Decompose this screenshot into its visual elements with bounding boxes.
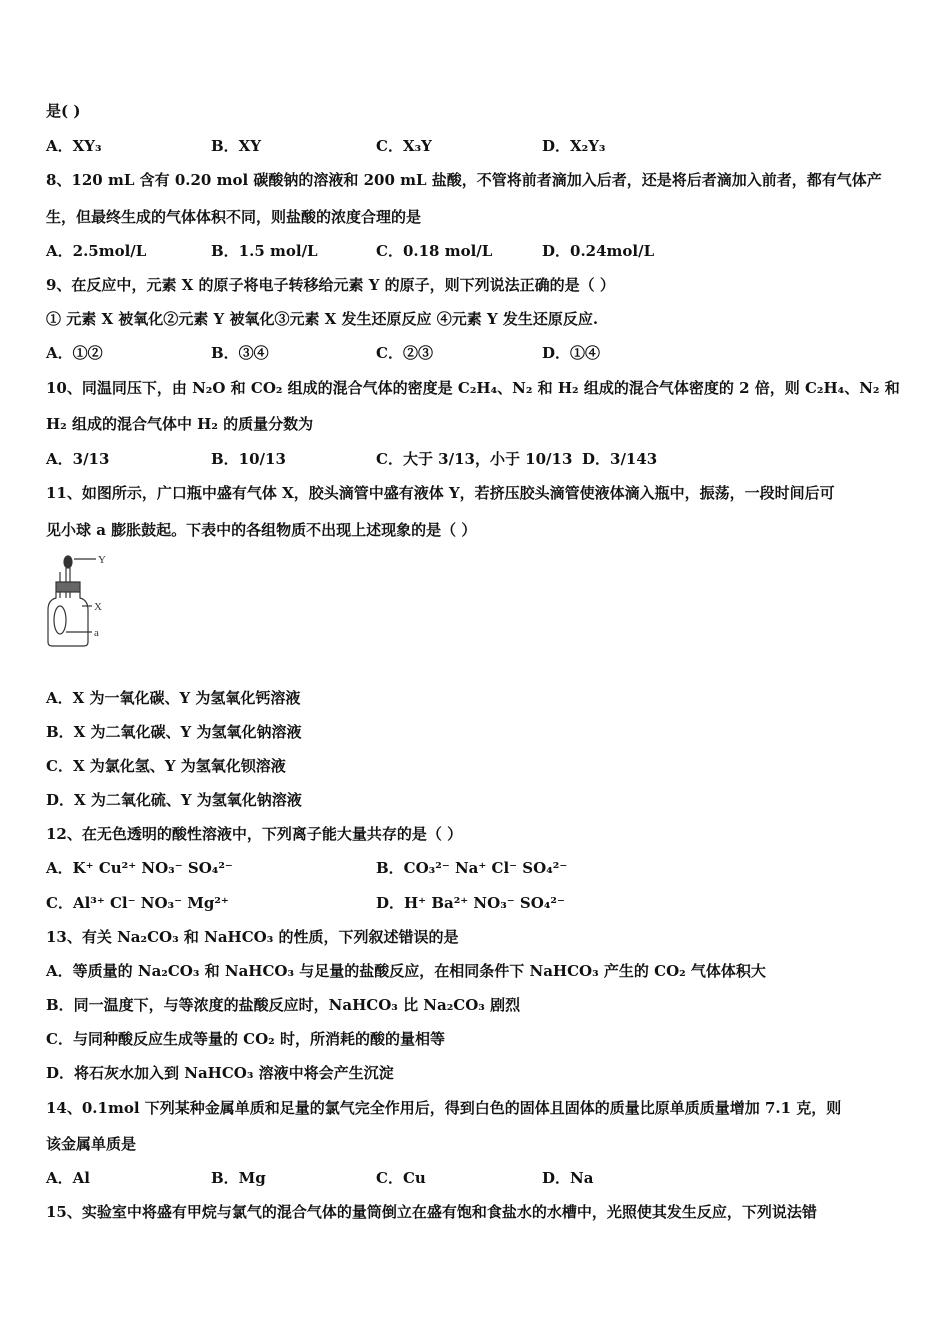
q11-text-line1: 11、如图所示，广口瓶中盛有气体 X，胶头滴管中盛有液体 Y，若挤压胶头滴管使液体滴入瓶中，振荡，一段时间后可: [46, 484, 835, 502]
option-b: B．10/13: [211, 450, 286, 468]
q11-option-a: A．X 为一氧化碳、Y 为氢氧化钙溶液: [46, 689, 301, 707]
q11-text-line2: 见小球 a 膨胀鼓起。下表中的各组物质不出现上述现象的是（ ）: [46, 521, 477, 539]
q10-text-line1: 10、同温同压下，由 N₂O 和 CO₂ 组成的混合气体的密度是 C₂H₄、N₂ 和 H₂ 组成的混合气体密度的 2 倍，则 C₂H₄、N₂ 和: [46, 379, 900, 397]
q14-options: [46, 1168, 916, 1188]
q9-text-line1: 9、在反应中，元素 X 的原子将电子转移给元素 Y 的原子，则下列说法正确的是（ ）: [46, 276, 615, 294]
q13-text-line1: 13、有关 Na₂CO₃ 和 NaHCO₃ 的性质，下列叙述错误的是: [46, 928, 459, 946]
q10-text-line2: H₂ 组成的混合气体中 H₂ 的质量分数为: [46, 415, 314, 433]
option-b: B．③④: [211, 344, 269, 362]
option-d: D．X₂Y₃: [542, 137, 606, 155]
option-d: D．Na: [542, 1169, 594, 1187]
option-c: C．Cu: [376, 1169, 426, 1187]
option-a: A．①②: [46, 344, 103, 362]
option-b: B．CO₃²⁻ Na⁺ Cl⁻ SO₄²⁻: [376, 859, 568, 877]
q14-text-line2: 该金属单质是: [46, 1135, 137, 1153]
option-a: A．XY₃: [46, 137, 102, 155]
q11-option-c: C．X 为氯化氢、Y 为氢氧化钡溶液: [46, 757, 286, 775]
option-c: C．0.18 mol/L: [376, 242, 493, 260]
q7-options: [46, 136, 916, 156]
q14-text-line1: 14、0.1mol 下列某种金属单质和足量的氯气完全作用后，得到白色的固体且固体的质量比原单质质量增加 7.1 克，则: [46, 1099, 842, 1117]
q8-text-line2: 生，但最终生成的气体体积不同，则盐酸的浓度合理的是: [46, 208, 422, 226]
q11-option-b: B．X 为二氧化碳、Y 为氢氧化钠溶液: [46, 723, 302, 741]
option-c: C．Al³⁺ Cl⁻ NO₃⁻ Mg²⁺: [46, 894, 229, 912]
flask-dropper-diagram: [44, 552, 114, 652]
q7-tail: 是( ): [46, 102, 81, 120]
option-a: A．Al: [46, 1169, 90, 1187]
q12-options-cd: [46, 893, 916, 913]
option-d: D．3/143: [582, 450, 658, 468]
fig-label-x: X: [94, 601, 102, 613]
q10-options: [46, 449, 916, 469]
option-c: C．X₃Y: [376, 137, 432, 155]
q9-options: [46, 343, 916, 363]
balloon-a: [54, 606, 66, 634]
q9-text-line2: ① 元素 X 被氧化②元素 Y 被氧化③元素 X 发生还原反应 ④元素 Y 发生还原反应.: [46, 310, 599, 328]
q12-text-line1: 12、在无色透明的酸性溶液中，下列离子能大量共存的是（ ）: [46, 825, 463, 843]
fig-label-y: Y: [98, 554, 106, 566]
option-a: A．3/13: [46, 450, 110, 468]
option-b: B．1.5 mol/L: [211, 242, 318, 260]
option-c: C．②③: [376, 344, 433, 362]
q13-option-c: C．与同种酸反应生成等量的 CO₂ 时，所消耗的酸的量相等: [46, 1030, 445, 1048]
q15-text-line1: 15、实验室中将盛有甲烷与氯气的混合气体的量筒倒立在盛有饱和食盐水的水槽中，光照使其发生反应，下列说法错: [46, 1203, 817, 1221]
option-a: A．2.5mol/L: [46, 242, 147, 260]
q13-option-a: A．等质量的 Na₂CO₃ 和 NaHCO₃ 与足量的盐酸反应，在相同条件下 NaHCO₃ 产生的 CO₂ 气体体积大: [46, 962, 766, 980]
fig-label-a: a: [94, 627, 99, 639]
option-c: C．大于 3/13，小于 10/13: [376, 450, 573, 468]
stopper: [56, 582, 80, 592]
option-d: D．①④: [542, 344, 601, 362]
q12-options-ab: [46, 858, 916, 878]
option-b: B．Mg: [211, 1169, 266, 1187]
q13-option-d: D．将石灰水加入到 NaHCO₃ 溶液中将会产生沉淀: [46, 1064, 394, 1082]
option-d: D．H⁺ Ba²⁺ NO₃⁻ SO₄²⁻: [376, 894, 565, 912]
option-d: D．0.24mol/L: [542, 242, 655, 260]
q11-option-d: D．X 为二氧化硫、Y 为氢氧化钠溶液: [46, 791, 302, 809]
dropper-bulb: [64, 556, 72, 568]
q13-option-b: B．同一温度下，与等浓度的盐酸反应时，NaHCO₃ 比 Na₂CO₃ 剧烈: [46, 996, 521, 1014]
option-b: B．XY: [211, 137, 262, 155]
q8-text-line1: 8、120 mL 含有 0.20 mol 碳酸钠的溶液和 200 mL 盐酸，不管将前者滴加入后者，还是将后者滴加入前者，都有气体产: [46, 171, 882, 189]
option-a: A．K⁺ Cu²⁺ NO₃⁻ SO₄²⁻: [46, 859, 233, 877]
q8-options: [46, 241, 916, 261]
